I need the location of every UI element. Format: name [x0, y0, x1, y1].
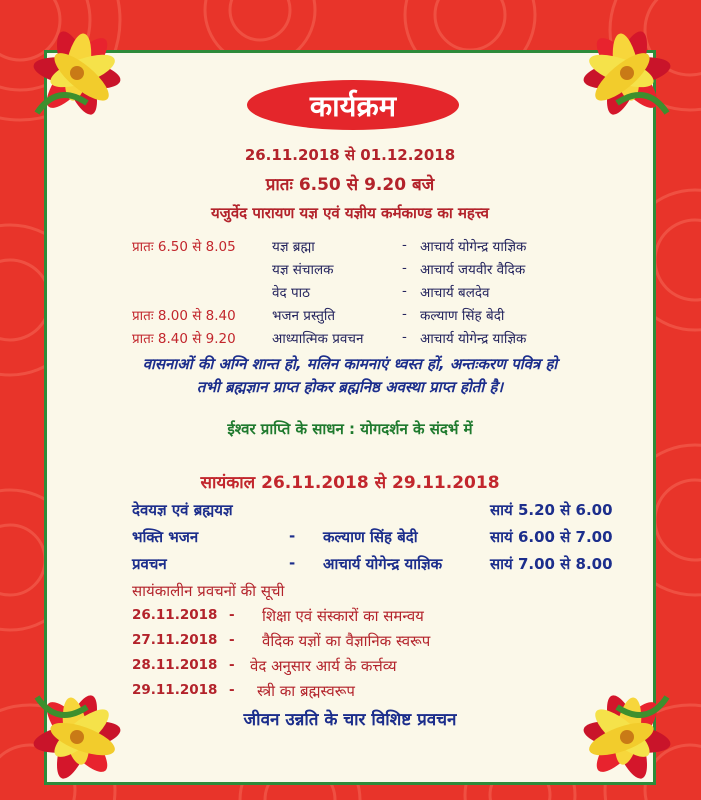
schedule-role: यज्ञ संचालक: [272, 262, 334, 278]
evening-item: भक्ति भजन: [132, 528, 199, 546]
evening-dash: -: [289, 554, 296, 572]
schedule-role: भजन प्रस्तुति: [272, 308, 336, 324]
evening-person: कल्याण सिंह बेदी: [323, 528, 418, 546]
lily-flower-top-right-icon: [552, 18, 682, 138]
lecture-date: 29.11.2018: [132, 682, 218, 698]
schedule-person: आचार्य योगेन्द्र याज्ञिक: [420, 239, 527, 255]
page-title: कार्यक्रम: [247, 80, 459, 130]
lily-flower-top-left-icon: [22, 18, 152, 138]
lecture-dash: -: [229, 632, 235, 648]
evening-dash: -: [289, 527, 296, 545]
schedule-dash: -: [402, 260, 407, 276]
lecture-dash: -: [229, 657, 235, 673]
schedule-time: प्रातः 8.40 से 9.20: [132, 331, 236, 347]
lecture-date: 27.11.2018: [132, 632, 218, 648]
lecture-topic: स्त्री का ब्रह्मस्वरूप: [257, 682, 355, 700]
date-range: 26.11.2018 से 01.12.2018: [244, 146, 456, 164]
footer-heading: जीवन उन्नति के चार विशिष्ट प्रवचन: [243, 710, 457, 730]
lecture-topic: वैदिक यज्ञों का वैज्ञानिक स्वरूप: [262, 632, 431, 650]
schedule-role: आध्यात्मिक प्रवचन: [272, 331, 364, 347]
schedule-time: प्रातः 6.50 से 8.05: [132, 239, 236, 255]
lily-flower-bottom-right-icon: [552, 672, 682, 792]
evening-time: सायं 5.20 से 6.00: [490, 501, 613, 519]
evening-person: आचार्य योगेन्द्र याज्ञिक: [323, 555, 443, 573]
schedule-person: आचार्य जयवीर वैदिक: [420, 262, 526, 278]
lecture-dash: -: [229, 607, 235, 623]
morning-topic: यजुर्वेद पारायण यज्ञ एवं यज्ञीय कर्मकाण्ड का महत्त्व: [210, 204, 490, 222]
evening-time: सायं 7.00 से 8.00: [490, 555, 613, 573]
lecture-dash: -: [229, 682, 235, 698]
evening-item: देवयज्ञ एवं ब्रह्मयज्ञ: [132, 501, 233, 519]
schedule-time: प्रातः 8.00 से 8.40: [132, 308, 236, 324]
evening-heading: सायंकाल 26.11.2018 से 29.11.2018: [200, 473, 500, 493]
schedule-person: कल्याण सिंह बेदी: [420, 308, 505, 324]
lecture-date: 26.11.2018: [132, 607, 218, 623]
evening-time: सायं 6.00 से 7.00: [490, 528, 613, 546]
quote-line-1: वासनाओं की अग्नि शान्त हो, मलिन कामनाएं ध्वस्त हों, अन्तःकरण पवित्र हो: [142, 355, 558, 373]
evening-item: प्रवचन: [132, 555, 167, 573]
lecture-topic: शिक्षा एवं संस्कारों का समन्वय: [262, 607, 424, 625]
quote-line-2: तभी ब्रह्मज्ञान प्राप्त होकर ब्रह्मनिष्ठ अवस्था प्राप्त होती है।: [196, 378, 504, 396]
schedule-role: यज्ञ ब्रह्मा: [272, 239, 315, 255]
ishwar-heading: ईश्वर प्राप्ति के साधन : योगदर्शन के संदर्भ में: [227, 420, 473, 438]
schedule-dash: -: [402, 283, 407, 299]
schedule-dash: -: [402, 306, 407, 322]
schedule-dash: -: [402, 237, 407, 253]
lecture-topic: वेद अनुसार आर्य के कर्त्तव्य: [250, 657, 397, 675]
schedule-person: आचार्य योगेन्द्र याज्ञिक: [420, 331, 527, 347]
schedule-role: वेद पाठ: [272, 285, 310, 301]
lecture-date: 28.11.2018: [132, 657, 218, 673]
schedule-dash: -: [402, 329, 407, 345]
lectures-heading: सायंकालीन प्रवचनों की सूची: [132, 582, 285, 600]
schedule-person: आचार्य बलदेव: [420, 285, 490, 301]
morning-time: प्रातः 6.50 से 9.20 बजे: [265, 175, 435, 195]
